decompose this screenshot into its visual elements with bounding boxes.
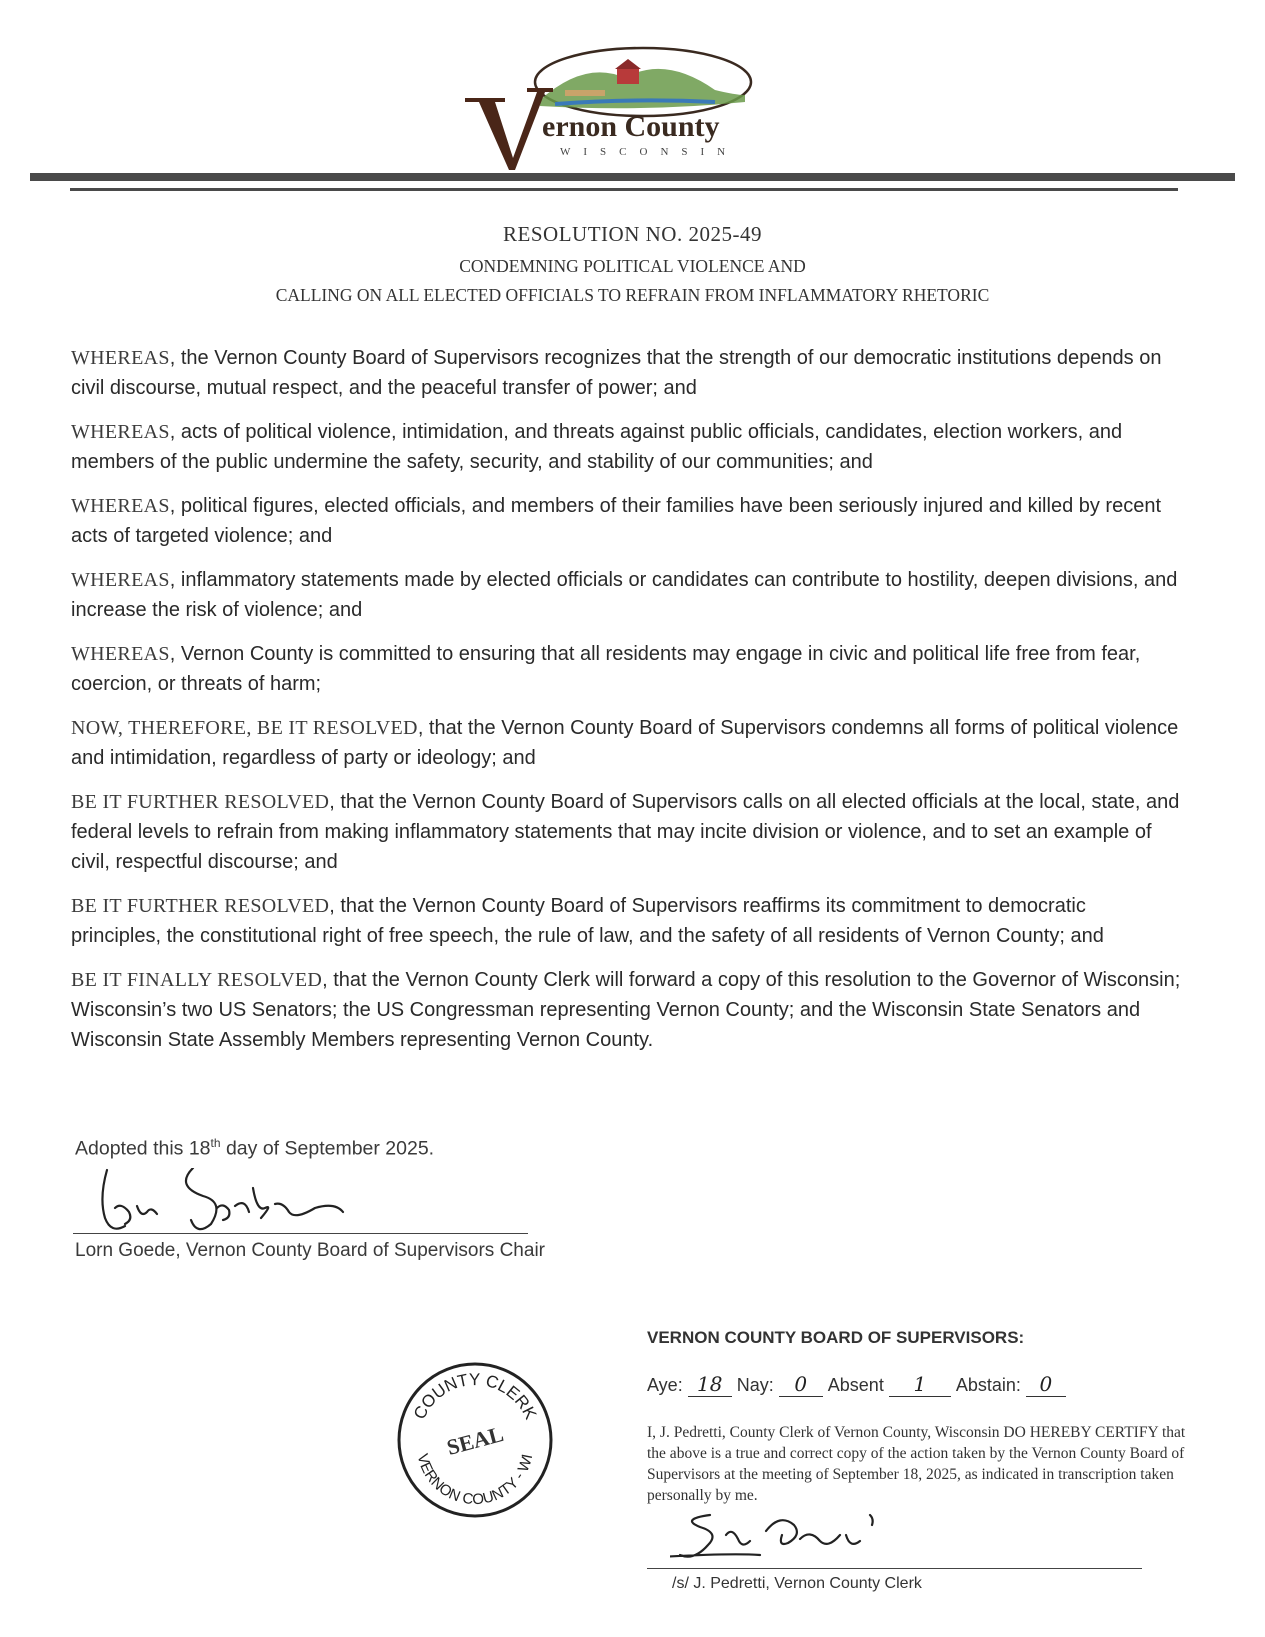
paragraph (71, 491, 1181, 551)
vote-tally (647, 1372, 1066, 1397)
aye-label: Aye: (647, 1375, 683, 1395)
logo-county-name: ernon County (542, 110, 720, 143)
paragraph-text: , acts of political violence, intimidation, and threats against public officials, candidates, election workers, and members of the public undermine the safety, security, and stability of our communities; and (71, 421, 1123, 473)
header-rule-thick (30, 173, 1235, 181)
paragraph (71, 965, 1181, 1055)
paragraph-lead: BE IT FURTHER RESOLVED (71, 895, 330, 917)
paragraph (71, 891, 1181, 951)
paragraph (71, 713, 1181, 773)
aye-value: 18 (688, 1372, 732, 1397)
signature-icon (85, 1168, 365, 1240)
abstain-value: 0 (1026, 1372, 1066, 1397)
resolution-number: RESOLUTION NO. 2025-49 (503, 222, 762, 246)
paragraph-text: , Vernon County is committed to ensuring that all residents may engage in civic and political life free from fear, coercion, or threats of harm; (71, 643, 1141, 695)
svg-text:VERNON COUNTY - WI (414, 1452, 537, 1508)
logo-state: WISCONSIN (560, 146, 739, 158)
paragraph (71, 343, 1181, 403)
paragraph-text: , political figures, elected officials, and members of their families have been seriously injured and killed by recent acts of targeted violence; and (71, 495, 1162, 547)
resolution-subtitle-1: CONDEMNING POLITICAL VIOLENCE AND (459, 256, 806, 276)
county-clerk-seal (395, 1360, 555, 1525)
county-logo (465, 40, 795, 170)
paragraph (71, 787, 1181, 877)
adopted-prefix: Adopted this 18 (75, 1137, 211, 1160)
paragraph-lead: BE IT FINALLY RESOLVED (71, 969, 323, 991)
absent-value: 1 (889, 1372, 951, 1397)
paragraph (71, 565, 1181, 625)
header-rule-thin (70, 188, 1178, 191)
chair-signature-line (73, 1233, 528, 1234)
paragraph-lead: WHEREAS (71, 421, 170, 443)
seal-center-text: SEAL (444, 1420, 507, 1460)
nay-label: Nay: (736, 1375, 774, 1395)
clerk-signature (670, 1505, 930, 1574)
paragraph-text: , inflammatory statements made by elected officials or candidates can contribute to hostility, deepen divisions, and increase the risk of violence; and (71, 569, 1178, 621)
signature-icon (670, 1505, 930, 1569)
nay-value: 0 (779, 1372, 823, 1397)
clerk-name: /s/ J. Pedretti, Vernon County Clerk (672, 1575, 922, 1592)
paragraph (71, 417, 1181, 477)
seal-top-text: COUNTY CLERK (409, 1369, 541, 1423)
seal-icon (395, 1360, 555, 1520)
paragraph-lead: BE IT FURTHER RESOLVED (71, 791, 330, 813)
resolution-body (71, 343, 1181, 1069)
vote-title: VERNON COUNTY BOARD OF SUPERVISORS: (647, 1328, 1025, 1347)
adopted-suffix: day of September 2025. (220, 1137, 435, 1160)
paragraph-lead: WHEREAS (71, 643, 170, 665)
paragraph-text: , the Vernon County Board of Supervisors recognizes that the strength of our democratic institutions depends on civil discourse, mutual respect, and the peaceful transfer of power; and (71, 347, 1162, 399)
chair-name: Lorn Goede, Vernon County Board of Supervisors Chair (75, 1240, 545, 1261)
paragraph-lead: NOW, THEREFORE, BE IT RESOLVED (71, 717, 418, 739)
clerk-signature-line (647, 1568, 1142, 1569)
paragraph-text: , that the Vernon County Clerk will forward a copy of this resolution to the Governor of Wisconsin; Wisconsin’s two US Senators; the US Congressman representing Vernon County; and the Wisconsin State Senators and Wisconsin State Assembly Members representing Vernon County. (71, 969, 1181, 1051)
clerk-certification: I, J. Pedretti, County Clerk of Vernon County, Wisconsin DO HEREBY CERTIFY that the above is a true and correct copy of the action taken by the Vernon County Board of Supervisors at the meeting of September 18, 2025, as indicated in transcription taken personally by me. (647, 1424, 1186, 1504)
seal-bottom-text: VERNON COUNTY - WI (413, 1452, 537, 1509)
adopted-sup: th (210, 1136, 221, 1150)
abstain-label: Abstain: (955, 1375, 1021, 1395)
paragraph-lead: WHEREAS (71, 347, 170, 369)
resolution-subtitle-2: CALLING ON ALL ELECTED OFFICIALS TO REFRAIN FROM INFLAMMATORY RHETORIC (275, 285, 990, 305)
paragraph-text: , that the Vernon County Board of Supervisors reaffirms its commitment to democratic principles, the constitutional right of free speech, the rule of law, and the safety of all residents of Vernon County; and (71, 895, 1104, 947)
paragraph-text: , that the Vernon County Board of Supervisors calls on all elected officials at the local, state, and federal levels to refrain from making inflammatory statements that may incite division or violence, and to set an example of civil, respectful discourse; and (71, 791, 1180, 873)
adopted-date (75, 1136, 434, 1161)
paragraph (71, 639, 1181, 699)
absent-label: Absent (827, 1375, 884, 1395)
paragraph-text: , that the Vernon County Board of Supervisors condemns all forms of political violence and intimidation, regardless of party or ideology; and (71, 717, 1179, 769)
paragraph-lead: WHEREAS (71, 495, 170, 517)
paragraph-lead: WHEREAS (71, 569, 170, 591)
